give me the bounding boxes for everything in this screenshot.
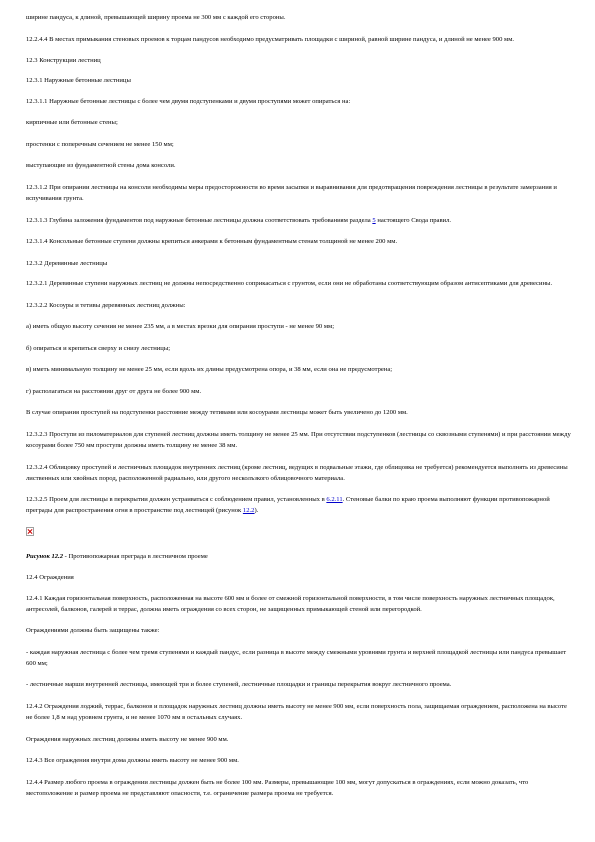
paragraph-with-links [26,494,573,516]
paragraph: выступающие из фундаментной стены дома консоли. [26,162,176,170]
figure-caption-label: Рисунок 12.2 [26,552,63,560]
paragraph: 12.4.2 Ограждения лоджий, террас, балконов и площадок наружных лестниц должны иметь высоту не менее 900 мм, если поверхность пола, защищаемая ограждением, расположена на высоте не более 1,8 м над уровнем грунта, и не менее 1070 мм в остальных случаях. [26,703,567,721]
text-segment: 12.3.2.5 Проем для лестницы в перекрытии должен устраиваться с соблюдением правил, установленных в [26,496,327,504]
broken-image-icon [26,527,34,536]
section-heading: 12.4 Ограждения [26,574,74,582]
paragraph: простенки с поперечным сечением не менее 150 мм; [26,140,174,148]
paragraph: 12.3.1.4 Консольные бетонные ступени должны крепиться анкерами к бетонным фундаментным стенам толщиной не менее 200 мм. [26,238,398,246]
paragraph: 12.3.2.4 Облицовку проступей и лестничных площадок внутренних лестниц (кроме лестниц, ведущих в подвальные этажи, где облицовка не требуется) рекомендуется выполнять из древесины лиственных или хвойных пород, расположенной радиально, или другого несколъзкого облицовочного материала. [26,463,568,482]
text-segment: . Стеновые балки по краю проема выполняют функции противопожарной преграды для распространения огня в пространстве под лестницей (рисунок [26,496,550,515]
paragraph: а) иметь общую высоту сечения не менее 235 мм, а в местах врезки для опирания проступи - не менее 90 мм; [26,323,335,331]
text-segment: 12.3.1.3 Глубина заложения фундаментов под наружные бетонные лестницы должна соответствовать требованиям раздела [26,216,373,224]
text-segment: настоящего Свода правил. [375,216,452,224]
paragraph: 12.3.1.2 При опирании лестницы на консоли необходимы меры предосторожности во время засыпки и выравнивания для предотвращения повреждения лестницы в результате замерзания и вспучивания грунта. [26,183,557,202]
paragraph: ширине пандуса, к длиной, превышающей ширину проема не 300 мм с каждой его стороны. [26,14,286,21]
paragraph: г) располагаться на расстоянии друг от друга не более 900 мм. [26,387,202,395]
paragraph-with-link [26,215,573,226]
paragraph: 12.4.1 Каждая горизонтальная поверхность, расположенная на высоте 600 мм и более от смежной горизонтальной поверхности, в том числе поверхность наружных лестничных площадок, антресолей, балконов, галерей и террас, должна иметь ограждения со всех сторон, не защищенных примыкающей стеной или перегородкой. [26,594,555,613]
paragraph: кирпичные или бетонные стены; [26,119,118,127]
figure-caption-text: - Противопожарная преграда в лестничном проеме [63,552,208,560]
paragraph: 12.2.4.4 В местах примыкания стеновых проемов к торцам пандусов необходимо предусматривать площадки с шириной, равной ширине пандуса, и длиной не менее 900 мм. [26,35,515,43]
paragraph: - лестничные марши внутренней лестницы, имеющей три и более ступеней, лестничные площадки и границы перекрытия вокруг лестничного проема. [26,681,452,689]
figure-caption [26,551,573,562]
ref-6-2-11-link[interactable]: 6.2.11 [326,496,343,504]
paragraph: 12.4.3 Все ограждения внутри дома должны иметь высоту не менее 900 мм. [26,757,239,765]
figure-12-2-link[interactable]: 12.2 [242,507,255,515]
subsection-heading: 12.3.2 Деревянные лестницы [26,259,108,267]
paragraph: - каждая наружная лестница с более чем тремя ступенями и каждый пандус, если разница в высоте между смежными уровнями грунта и верхней площадкой лестницы или пандуса превышает 600 мм; [26,648,567,667]
paragraph: 12.3.2.3 Проступи из пиломатериалов для ступеней лестниц должны иметь толщину не менее 25 мм. При отсутствии подступенков (лестницы со сквозными ступенями) и при расстоянии между косоурами более 750 мм проступи должны иметь толщину не менее 38 мм. [26,431,571,450]
subsection-heading: 12.3.1 Наружные бетонные лестницы [26,77,131,85]
paragraph: Ограждения наружных лестниц должны иметь высоту не менее 900 мм. [26,735,229,743]
section-heading: 12.3 Конструкции лестниц [26,57,101,65]
paragraph: 12.4.4 Размер любого проема в ограждении лестницы должен быть не более 100 мм. Размеры, превышающие 100 мм, могут допускаться в ограждениях, если можно доказать, что местоположение и размер проема не представляют опасности, т.е. ограничение размера проема не требуется. [26,778,529,797]
paragraph: б) опираться и крепиться сверху и снизу лестницы; [26,344,171,352]
paragraph: 12.3.1.1 Наружные бетонные лестницы с более чем двумя подступенками и двумя проступями может опираться на: [26,97,351,105]
paragraph: 12.3.2.1 Деревянные ступени наружных лестниц не должны непосредственно соприкасаться с грунтом, если они не обработаны соответствующим образом антисептиками для древесины. [26,279,553,287]
text-segment: ). [254,507,259,515]
paragraph: в) иметь минимальную толщину не менее 25 мм, если вдоль их длины предусмотрена опора, и 38 мм, если она не предусмотрена; [26,366,393,374]
paragraph: Ограждениями должны быть защищены также: [26,627,160,635]
section-5-link[interactable]: 5 [372,216,376,224]
paragraph: 12.3.2.2 Косоуры и тетивы деревянных лестниц должны: [26,301,186,309]
paragraph: В случае опирания проступей на подступенки расстояние между тетивами или косоурами лестницы может быть увеличено до 1200 мм. [26,409,408,417]
